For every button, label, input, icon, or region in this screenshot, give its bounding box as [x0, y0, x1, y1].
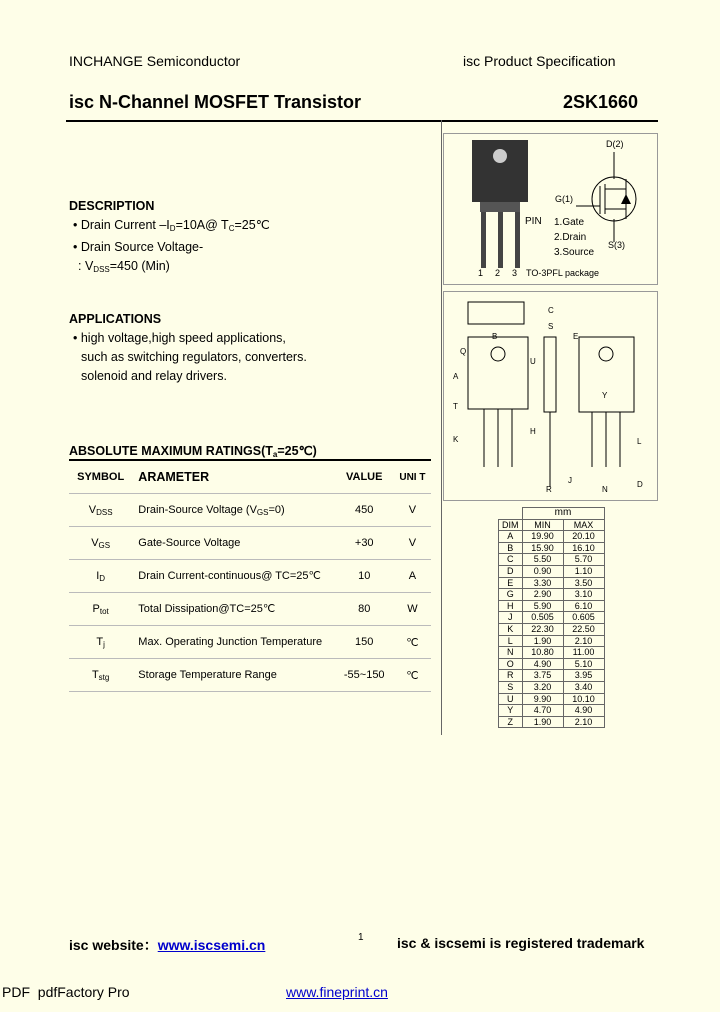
dim-col-max: MAX [563, 519, 604, 531]
rating-symbol: $P_{tot}$ [69, 593, 132, 626]
ratings-row [69, 659, 431, 692]
dim-key: H [499, 600, 523, 612]
dim-min: 4.70 [522, 705, 563, 717]
pin-title: PIN [525, 216, 542, 227]
dim-row [499, 589, 605, 601]
col-unit: UNI T [394, 461, 431, 494]
dim-max: 1.10 [563, 565, 604, 577]
ratings-heading: ABSOLUTE MAXIMUM $RATINGS(T_a=25℃)$ [69, 444, 317, 459]
dim-max: 10.10 [563, 693, 604, 705]
dim-max: 11.00 [563, 647, 604, 659]
rating-unit: ℃ [394, 626, 431, 659]
dim-key: N [499, 647, 523, 659]
dim-min: 22.30 [522, 623, 563, 635]
dim-min: 19.90 [522, 531, 563, 543]
pin-number: 1 [478, 268, 484, 278]
rating-parameter: Storage Temperature Range [132, 659, 334, 692]
dim-row [499, 647, 605, 659]
dim-row [499, 577, 605, 589]
dim-min: 3.20 [522, 681, 563, 693]
ratings-row [69, 593, 431, 626]
back-view-body [579, 337, 634, 412]
rating-value: 450 [335, 494, 394, 527]
application-item: solenoid and relay drivers. [81, 369, 227, 383]
rating-value: 80 [335, 593, 394, 626]
dim-max: 2.10 [563, 635, 604, 647]
ratings-row [69, 527, 431, 560]
website-link[interactable]: www.iscsemi.cn [157, 937, 266, 953]
dim-label-y: Y [602, 391, 608, 400]
dimensions-table [498, 507, 605, 728]
rating-parameter: Max. Operating Junction Temperature [132, 626, 334, 659]
pin-item: 1.Gate [554, 217, 585, 228]
gate-label: G(1) [555, 194, 573, 204]
dim-row [499, 716, 605, 728]
applications-list [73, 329, 307, 386]
dim-unit: mm [522, 508, 604, 520]
pin-number: 2 [495, 268, 501, 278]
rating-unit: W [394, 593, 431, 626]
rating-value: 10 [335, 560, 394, 593]
dim-min: 9.90 [522, 693, 563, 705]
dim-max: 2.10 [563, 716, 604, 728]
rating-value: -55~150 [335, 659, 394, 692]
dim-max: 4.90 [563, 705, 604, 717]
dim-key: G [499, 589, 523, 601]
spec-label [463, 53, 616, 69]
dim-row [499, 705, 605, 717]
dim-min: 3.30 [522, 577, 563, 589]
dim-label-n: N [602, 485, 608, 494]
lead-1 [481, 212, 486, 268]
dim-min: 0.505 [522, 612, 563, 624]
rating-parameter: Total Dissipation@TC=25℃ [132, 593, 334, 626]
dim-row [499, 600, 605, 612]
dim-min: 10.80 [522, 647, 563, 659]
dim-row [499, 542, 605, 554]
spec-text: Product Specification [484, 53, 616, 69]
dim-row [499, 565, 605, 577]
dim-label-d: D [637, 480, 643, 489]
company-name: INCHANGE Semiconductor [69, 53, 241, 69]
dim-key: Z [499, 716, 523, 728]
dim-row [499, 670, 605, 682]
rating-parameter: Gate-Source Voltage [132, 527, 334, 560]
dim-max: 3.50 [563, 577, 604, 589]
header-rule [66, 120, 658, 122]
dim-key: J [499, 612, 523, 624]
dim-label-a: A [453, 372, 459, 381]
ratings-row [69, 626, 431, 659]
rating-unit: V [394, 494, 431, 527]
dim-row [499, 658, 605, 670]
dim-min: 3.75 [522, 670, 563, 682]
rating-symbol: $T_j$ [69, 626, 132, 659]
description-item: • Drain Source Voltage- [73, 240, 204, 254]
dim-min: 2.90 [522, 589, 563, 601]
transistor-package-image [444, 134, 657, 284]
col-value: VALUE [335, 461, 394, 494]
rating-parameter: Drain-Source Voltage $(V_{GS}=0)$ [132, 494, 334, 527]
fineprint-link[interactable]: www.fineprint.cn [286, 984, 388, 1000]
dim-row [499, 693, 605, 705]
pin-item: 3.Source [554, 247, 595, 258]
rating-symbol: $V_{GS}$ [69, 527, 132, 560]
dim-row [499, 681, 605, 693]
dim-label-l: L [637, 437, 642, 446]
dim-row [499, 623, 605, 635]
dim-label-r: R [546, 485, 552, 494]
dim-col-dim: DIM [499, 519, 523, 531]
mounting-hole [493, 149, 507, 163]
dim-max: 22.50 [563, 623, 604, 635]
ratings-header-row [69, 461, 431, 494]
pinout-box [443, 133, 658, 285]
dim-key: K [499, 623, 523, 635]
rating-symbol: $T_{stg}$ [69, 659, 132, 692]
dim-label-h: H [530, 427, 536, 436]
dim-col-min: MIN [522, 519, 563, 531]
rating-unit: V [394, 527, 431, 560]
dim-min: 1.90 [522, 635, 563, 647]
description-item: : $V_{DSS}=450$ (Min) [78, 259, 170, 274]
dim-min: 0.90 [522, 565, 563, 577]
application-item: • high voltage,high speed applications, [73, 331, 286, 345]
dim-key: C [499, 554, 523, 566]
rating-parameter: Drain Current-continuous@ TC=25℃ [132, 560, 334, 593]
dim-min: 5.90 [522, 600, 563, 612]
dim-key: S [499, 681, 523, 693]
dim-min: 5.50 [522, 554, 563, 566]
col-parameter: ARAMETER [132, 461, 334, 494]
dim-label-s: S [548, 322, 554, 331]
pdf-product: pdfFactory Pro [37, 984, 130, 1000]
dim-header-row [499, 519, 605, 531]
rating-unit: ℃ [394, 659, 431, 692]
rating-symbol: $I_D$ [69, 560, 132, 593]
dim-min: 15.90 [522, 542, 563, 554]
dim-unit-row [499, 508, 605, 520]
pin-number: 3 [512, 268, 518, 278]
dim-label-j: J [568, 476, 572, 485]
dim-label-e: E [573, 332, 579, 341]
side-view-body [544, 337, 556, 412]
description-list [73, 216, 270, 279]
lead-3 [515, 212, 520, 268]
dim-label-t: T [453, 402, 458, 411]
dim-key: D [499, 565, 523, 577]
dim-max: 3.95 [563, 670, 604, 682]
dim-key: O [499, 658, 523, 670]
dim-key: R [499, 670, 523, 682]
rating-unit: A [394, 560, 431, 593]
pin-item: 2.Drain [554, 232, 587, 243]
dim-row [499, 554, 605, 566]
dim-max: 3.10 [563, 589, 604, 601]
ratings-row [69, 494, 431, 527]
ratings-row [69, 560, 431, 593]
dimension-drawing [443, 291, 658, 501]
dim-key: Y [499, 705, 523, 717]
part-number: 2SK1660 [563, 92, 639, 112]
website-line [69, 935, 265, 955]
dim-max: 5.10 [563, 658, 604, 670]
dim-key: A [499, 531, 523, 543]
rating-symbol: $V_{DSS}$ [69, 494, 132, 527]
dim-row [499, 612, 605, 624]
dim-min: 4.90 [522, 658, 563, 670]
drain-label: D(2) [606, 139, 624, 149]
trademark-text: isc & iscsemi is registered trademark [397, 935, 645, 951]
dim-key: U [499, 693, 523, 705]
website-label: isc website： [69, 937, 158, 953]
ratings-table [69, 461, 431, 692]
dim-label-q: Q [460, 347, 467, 356]
application-item: such as switching regulators, converters. [81, 350, 307, 364]
applications-heading: APPLICATIONS [69, 312, 162, 326]
lead-2 [498, 212, 503, 268]
page-title: isc N-Channel MOSFET Transistor [69, 92, 362, 112]
pdf-label: PDF pdfFactory Pro [2, 984, 130, 1000]
rating-value: +30 [335, 527, 394, 560]
back-view-hole [599, 347, 613, 361]
dim-row [499, 531, 605, 543]
dim-max: 0.605 [563, 612, 604, 624]
dim-min: 1.90 [522, 716, 563, 728]
dim-max: 6.10 [563, 600, 604, 612]
dim-max: 3.40 [563, 681, 604, 693]
dim-label-b: B [492, 332, 498, 341]
dim-key: L [499, 635, 523, 647]
dim-key: E [499, 577, 523, 589]
column-divider [441, 120, 442, 735]
dim-row [499, 635, 605, 647]
page-mark: 1 [358, 932, 364, 943]
description-item: • Drain Current $-I_D=10A@$ $T_C=25℃$ [73, 218, 270, 233]
col-symbol: SYMBOL [69, 461, 132, 494]
front-view-body [468, 337, 528, 409]
pin-list [554, 215, 594, 260]
source-label: S(3) [608, 240, 626, 250]
front-view-top [468, 302, 524, 324]
dim-max: 5.70 [563, 554, 604, 566]
package-neck [480, 202, 520, 212]
spec-prefix: isc [463, 53, 481, 69]
diode-arrow [621, 194, 631, 204]
front-view-hole [491, 347, 505, 361]
dim-max: 20.10 [563, 531, 604, 543]
dim-label-k: K [453, 435, 459, 444]
package-name: TO-3PFL package [526, 268, 600, 278]
rating-value: 150 [335, 626, 394, 659]
dim-max: 16.10 [563, 542, 604, 554]
dim-label-u: U [530, 357, 536, 366]
dim-key: B [499, 542, 523, 554]
dim-label-c: C [548, 306, 554, 315]
description-heading: DESCRIPTION [69, 199, 155, 213]
